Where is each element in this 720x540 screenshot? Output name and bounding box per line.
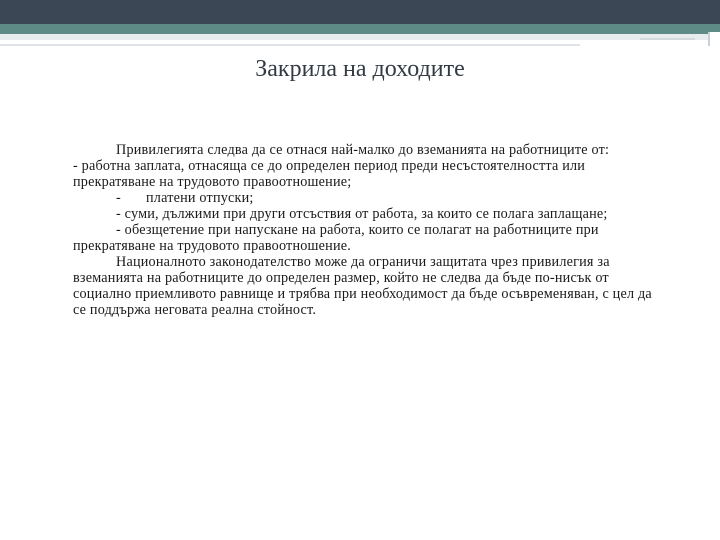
list-dash: - <box>116 190 121 206</box>
closing-paragraph: Националното законодателство може да ограничи защитата чрез привилегия за вземанията на работниците до определен размер, който не следва да бъде по-нисък от социално приемливото равнище и трябва при необходимост да бъде осъвременяван, с цел да се поддържа неговата реална стойност. <box>73 254 652 318</box>
list-item-severance: - обезщетение при напускане на работа, които се полагат на работниците при прекратяване на трудовото правоотношение. <box>73 222 599 254</box>
header-divider-line-right <box>640 38 695 40</box>
list-item-paid-leave <box>73 190 663 206</box>
slide-body <box>73 142 663 318</box>
list-item-paid-leave-text: платени отпуски; <box>146 190 254 206</box>
list-item-absence-pay: - суми, дължими при други отсъствия от работа, за които се полага заплащане; <box>116 206 608 222</box>
header-light-stripe <box>0 34 720 40</box>
slide-title: Закрила на доходите <box>255 56 465 82</box>
intro-paragraph: Привилегията следва да се отнася най-малко до вземанията на работниците от: <box>116 142 610 158</box>
list-item-salary: - работна заплата, отнасяща се до определен период преди несъстоятелността или прекратяване на трудовото правоотношение; <box>73 158 586 190</box>
header-band <box>0 0 720 24</box>
header-divider-line <box>0 44 580 46</box>
corner-decoration <box>708 32 720 46</box>
header-accent-stripe <box>0 24 720 34</box>
